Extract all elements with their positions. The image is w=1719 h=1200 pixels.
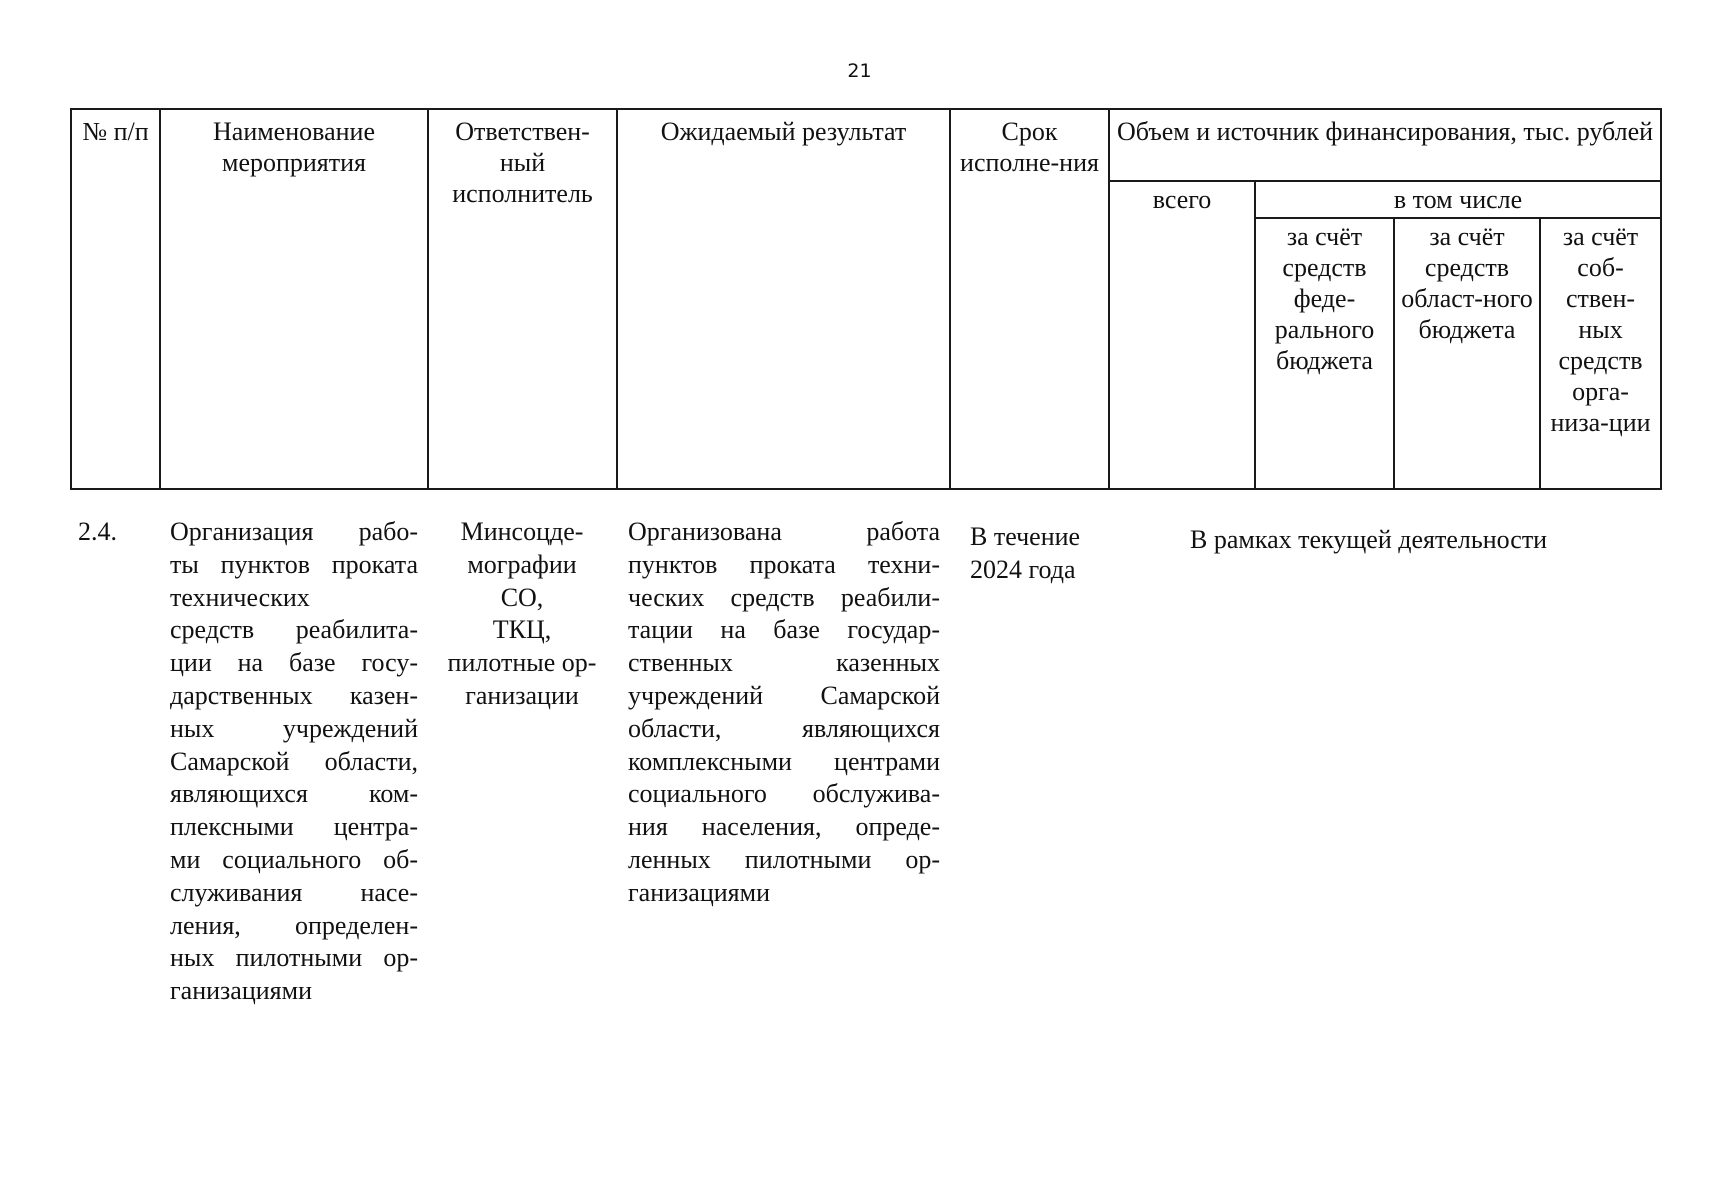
text-line: ственных казенных <box>628 648 940 678</box>
header-cell-responsible: Ответствен-ный исполнитель <box>428 109 617 489</box>
header-cell-name: Наименование мероприятия <box>160 109 428 489</box>
text-line: комплексными центрами <box>628 746 940 776</box>
row-result <box>628 516 940 910</box>
row-funding: В рамках текущей деятельности <box>1190 525 1548 554</box>
row-number: 2.4. <box>78 517 117 546</box>
text-line: ции на базе госу- <box>170 648 418 678</box>
text-line: СО, <box>500 582 544 612</box>
text-line: ных пилотными ор- <box>170 943 418 973</box>
text-line: ных учреждений <box>170 713 418 743</box>
row-term <box>970 521 1120 587</box>
text-line: мографии <box>467 549 577 579</box>
text-line: являющихся ком- <box>170 779 418 809</box>
page-number: 21 <box>847 60 872 82</box>
text-line: технических <box>170 582 310 612</box>
text-line: плексными центра- <box>170 812 418 842</box>
row-name <box>170 516 418 1008</box>
text-line: ния населения, опреде- <box>628 812 940 842</box>
table-header <box>70 108 1662 490</box>
header-cell-funding: Объем и источник финансирования, тыс. рублей <box>1109 109 1661 181</box>
text-line: дарственных казен- <box>170 680 418 710</box>
header-cell-result: Ожидаемый результат <box>617 109 950 489</box>
text-line: пунктов проката техни- <box>628 549 940 579</box>
text-line: служивания насе- <box>170 877 418 907</box>
text-line: ганизациями <box>628 877 770 907</box>
text-line: Организована работа <box>628 517 940 546</box>
text-line: ленных пилотными ор- <box>628 844 940 874</box>
text-line: ты пунктов проката <box>170 549 418 579</box>
header-cell-total: всего <box>1109 181 1255 489</box>
text-line: Самарской области, <box>170 746 418 776</box>
header-cell-term: Срок исполне-ния <box>950 109 1109 489</box>
row-responsible <box>437 516 607 713</box>
text-line: ления, определен- <box>170 910 418 940</box>
text-line: учреждений Самарской <box>628 680 940 710</box>
text-line: В течение <box>970 522 1081 551</box>
text-line: ганизациями <box>170 976 312 1006</box>
text-line: ганизации <box>465 680 579 710</box>
text-line: социального обслужива- <box>628 779 940 809</box>
text-line: ческих средств реабили- <box>628 582 940 612</box>
header-cell-own: за счёт соб-ствен-ных средств орга-низа-ции <box>1540 218 1661 489</box>
header-cell-federal: за счёт средств феде-рального бюджета <box>1255 218 1394 489</box>
text-line: области, являющихся <box>628 713 940 743</box>
text-line: ми социального об- <box>170 844 418 874</box>
text-line: тации на базе государ- <box>628 615 940 645</box>
text-line: Организация рабо- <box>170 517 418 546</box>
text-line: ТКЦ, <box>492 615 552 645</box>
text-line: средств реабилита- <box>170 615 418 645</box>
header-cell-number: № п/п <box>71 109 160 489</box>
header-cell-regional: за счёт средств област-ного бюджета <box>1394 218 1540 489</box>
header-cell-including: в том числе <box>1255 181 1661 218</box>
text-line: пилотные ор- <box>447 648 597 678</box>
text-line: 2024 года <box>970 554 1076 584</box>
text-line: Минсоцде- <box>460 517 584 546</box>
